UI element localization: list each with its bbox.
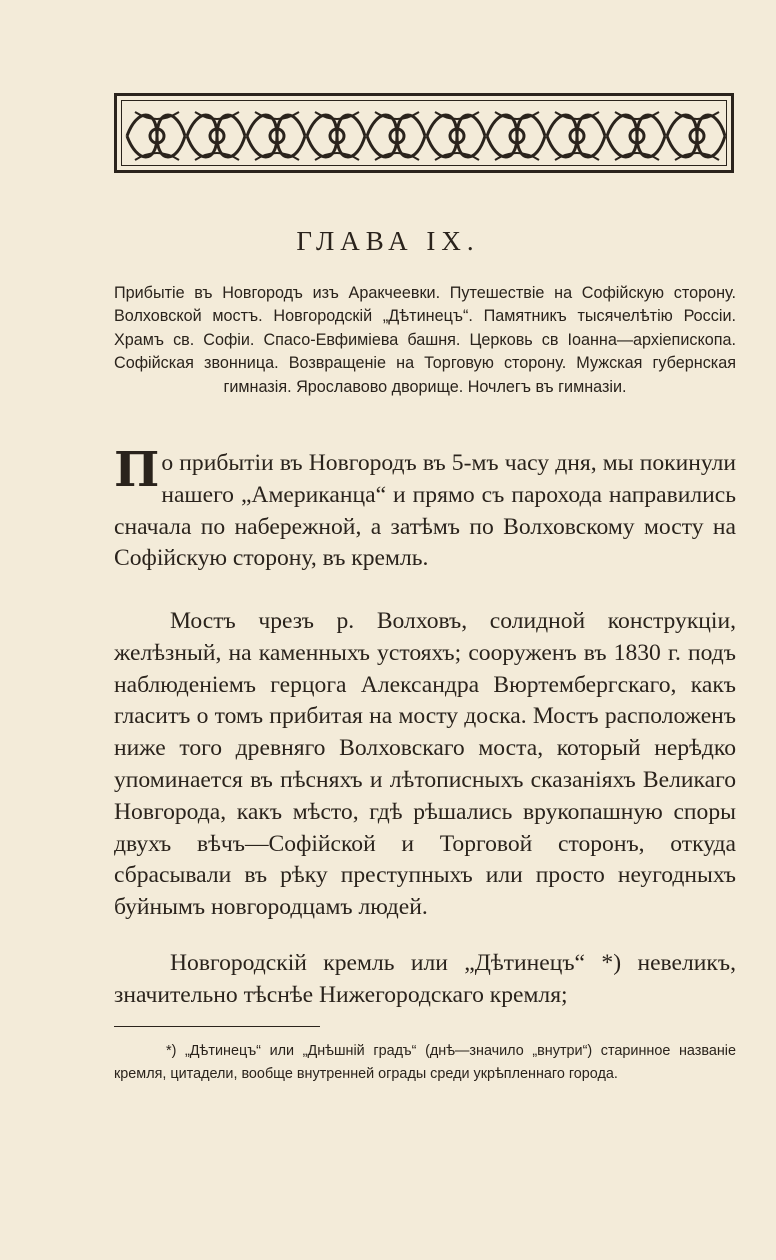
paragraph-3: Новгородскій кремль или „Дѣтинецъ“ *) невеликъ, значительно тѣснѣе Нижегородскаго кремля;	[114, 950, 736, 1008]
drop-cap: П	[114, 442, 160, 498]
paragraph-1-text: о прибытіи въ Новгородъ въ 5-мъ часу дня, мы покинули нашего „Американца“ и прямо съ парохода направились сначала по набережной, а затѣмъ по Волховскому мосту на Софійскую сторону, въ кремль.	[114, 450, 736, 572]
chapter-summary: Прибытіе въ Новгородъ изъ Аракчеевки. Путешествіе на Софійскую сторону. Волховской мостъ. Новгородскій „Дѣтинецъ“. Памятникъ тысячелѣтію Россіи. Храмъ св. Софіи. Спасо-Евфиміева башня. Церковь св Іоанна—архіепископа. Софійская звонница. Возвращеніе на Торговую сторону. Мужская губернская гимназія. Ярославово дворище. Ночлегъ въ гимназіи.	[114, 284, 736, 396]
ornament-pattern-icon	[125, 104, 729, 168]
chapter-title: ГЛАВА IX.	[296, 226, 480, 256]
paragraph-2: Мостъ чрезъ р. Волховъ, солидной конструкціи, желѣзный, на каменныхъ устояхъ; сооруженъ въ 1830 г. подъ наблюденіемъ герцога Александра Вюртембергскаго, какъ гласитъ о томъ прибитая на мосту доска. Мостъ расположенъ ниже того древняго Волховскаго моста, который нерѣдко упоминается въ пѣсняхъ и лѣтописныхъ сказаніяхъ Великаго Новгорода, какъ мѣсто, гдѣ рѣшались врукопашную споры двухъ вѣчъ—Софійской и Торговой сторонъ, откуда сбрасывали въ рѣку преступныхъ или просто неугодныхъ буйнымъ новгородцамъ людей.	[114, 608, 736, 921]
footnote-divider	[114, 1026, 320, 1027]
footnote: *) „Дѣтинецъ“ или „Днѣшній градъ“ (днѣ—значило „внутри“) старинное названіе кремля, цитадели, вообще внутренней ограды среди укрѣпленнаго города.	[114, 1043, 736, 1082]
ornamental-header-band	[114, 93, 734, 173]
paragraph-1	[114, 442, 736, 575]
